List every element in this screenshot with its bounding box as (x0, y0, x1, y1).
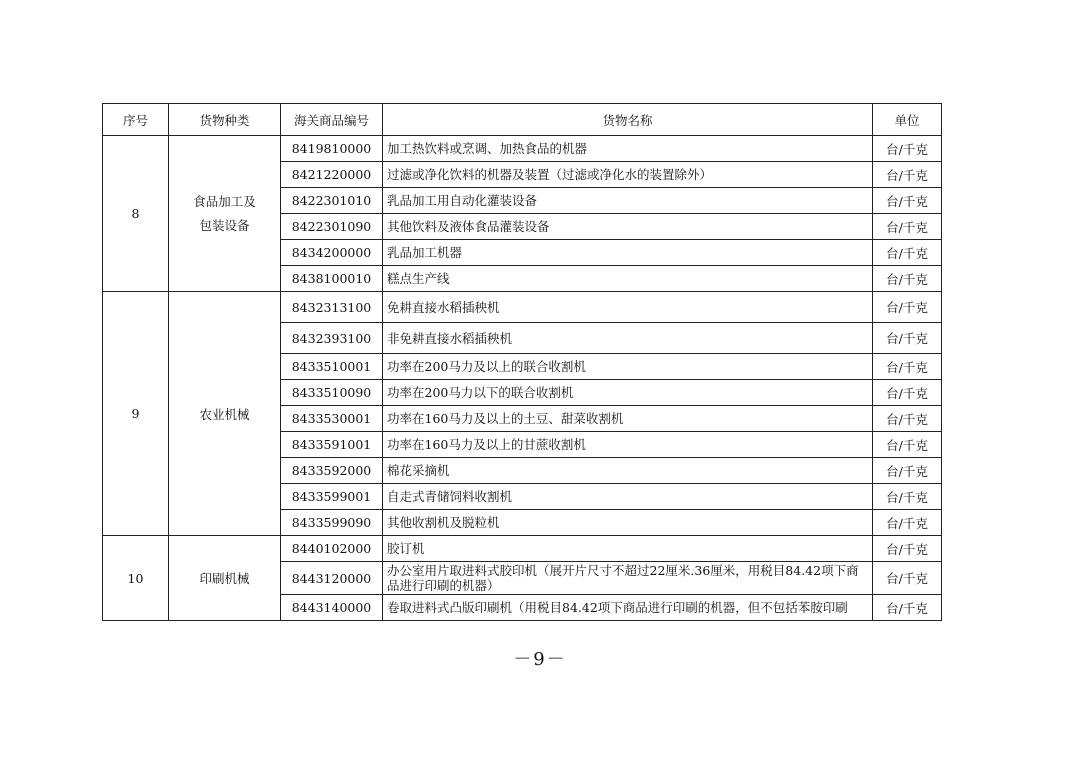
goods-unit: 台/千克 (873, 536, 942, 562)
goods-name: 非免耕直接水稻插秧机 (383, 323, 873, 354)
goods-code: 8433510090 (281, 380, 383, 406)
goods-name: 免耕直接水稻插秧机 (383, 292, 873, 323)
header-category: 货物种类 (169, 104, 281, 136)
goods-unit: 台/千克 (873, 136, 942, 162)
goods-code: 8440102000 (281, 536, 383, 562)
goods-unit: 台/千克 (873, 266, 942, 292)
goods-code: 8422301010 (281, 188, 383, 214)
group-category-line: 食品加工及 (193, 193, 256, 209)
goods-name: 其他收割机及脱粒机 (383, 510, 873, 536)
goods-name: 加工热饮料或烹调、加热食品的机器 (383, 136, 873, 162)
goods-unit: 台/千克 (873, 510, 942, 536)
goods-code: 8432393100 (281, 323, 383, 354)
goods-name: 胶订机 (383, 536, 873, 562)
group-category: 农业机械 (169, 292, 281, 536)
goods-code: 8443120000 (281, 562, 383, 595)
goods-unit: 台/千克 (873, 214, 942, 240)
goods-name: 卷取进料式凸版印刷机（用税目84.42项下商品进行印刷的机器，但不包括苯胺印刷 (383, 595, 873, 621)
goods-unit: 台/千克 (873, 380, 942, 406)
goods-code: 8419810000 (281, 136, 383, 162)
goods-code: 8432313100 (281, 292, 383, 323)
goods-name: 自走式青储饲料收割机 (383, 484, 873, 510)
goods-name: 棉花采摘机 (383, 458, 873, 484)
goods-unit: 台/千克 (873, 595, 942, 621)
goods-unit: 台/千克 (873, 188, 942, 214)
goods-code: 8433591001 (281, 432, 383, 458)
goods-unit: 台/千克 (873, 240, 942, 266)
goods-table (102, 103, 942, 621)
goods-name: 过滤或净化饮料的机器及装置（过滤或净化水的装置除外） (383, 162, 873, 188)
group-seq: 9 (103, 292, 169, 536)
goods-name: 功率在200马力及以上的联合收割机 (383, 354, 873, 380)
goods-code: 8433510001 (281, 354, 383, 380)
page-number: －9－ (513, 649, 567, 670)
header-unit: 单位 (873, 104, 942, 136)
goods-code: 8443140000 (281, 595, 383, 621)
goods-unit: 台/千克 (873, 562, 942, 595)
group-category: 印刷机械 (169, 536, 281, 621)
goods-unit: 台/千克 (873, 292, 942, 323)
goods-code: 8438100010 (281, 266, 383, 292)
header-name: 货物名称 (383, 104, 873, 136)
goods-name: 其他饮料及液体食品灌装设备 (383, 214, 873, 240)
group-category (169, 136, 281, 292)
table-row (103, 136, 942, 162)
group-seq: 10 (103, 536, 169, 621)
goods-unit: 台/千克 (873, 432, 942, 458)
goods-unit: 台/千克 (873, 484, 942, 510)
goods-code: 8433599001 (281, 484, 383, 510)
table-row (103, 536, 942, 562)
goods-name: 乳品加工用自动化灌装设备 (383, 188, 873, 214)
goods-code: 8433599090 (281, 510, 383, 536)
group-seq: 8 (103, 136, 169, 292)
goods-name: 办公室用片取进料式胶印机（展开片尺寸不超过22厘米.36厘米，用税目84.42项下商品进行印刷的机器） (383, 562, 873, 595)
goods-unit: 台/千克 (873, 323, 942, 354)
goods-code: 8434200000 (281, 240, 383, 266)
goods-code: 8433592000 (281, 458, 383, 484)
goods-code: 8433530001 (281, 406, 383, 432)
goods-code: 8421220000 (281, 162, 383, 188)
header-code: 海关商品编号 (281, 104, 383, 136)
goods-unit: 台/千克 (873, 406, 942, 432)
goods-name: 功率在200马力以下的联合收割机 (383, 380, 873, 406)
goods-name: 糕点生产线 (383, 266, 873, 292)
goods-unit: 台/千克 (873, 354, 942, 380)
group-category-line: 包装设备 (199, 217, 250, 233)
table-header-row (103, 104, 942, 136)
goods-unit: 台/千克 (873, 162, 942, 188)
header-seq: 序号 (103, 104, 169, 136)
table-row (103, 292, 942, 323)
goods-name: 乳品加工机器 (383, 240, 873, 266)
goods-name: 功率在160马力及以上的甘蔗收割机 (383, 432, 873, 458)
goods-unit: 台/千克 (873, 458, 942, 484)
goods-name: 功率在160马力及以上的土豆、甜菜收割机 (383, 406, 873, 432)
goods-code: 8422301090 (281, 214, 383, 240)
